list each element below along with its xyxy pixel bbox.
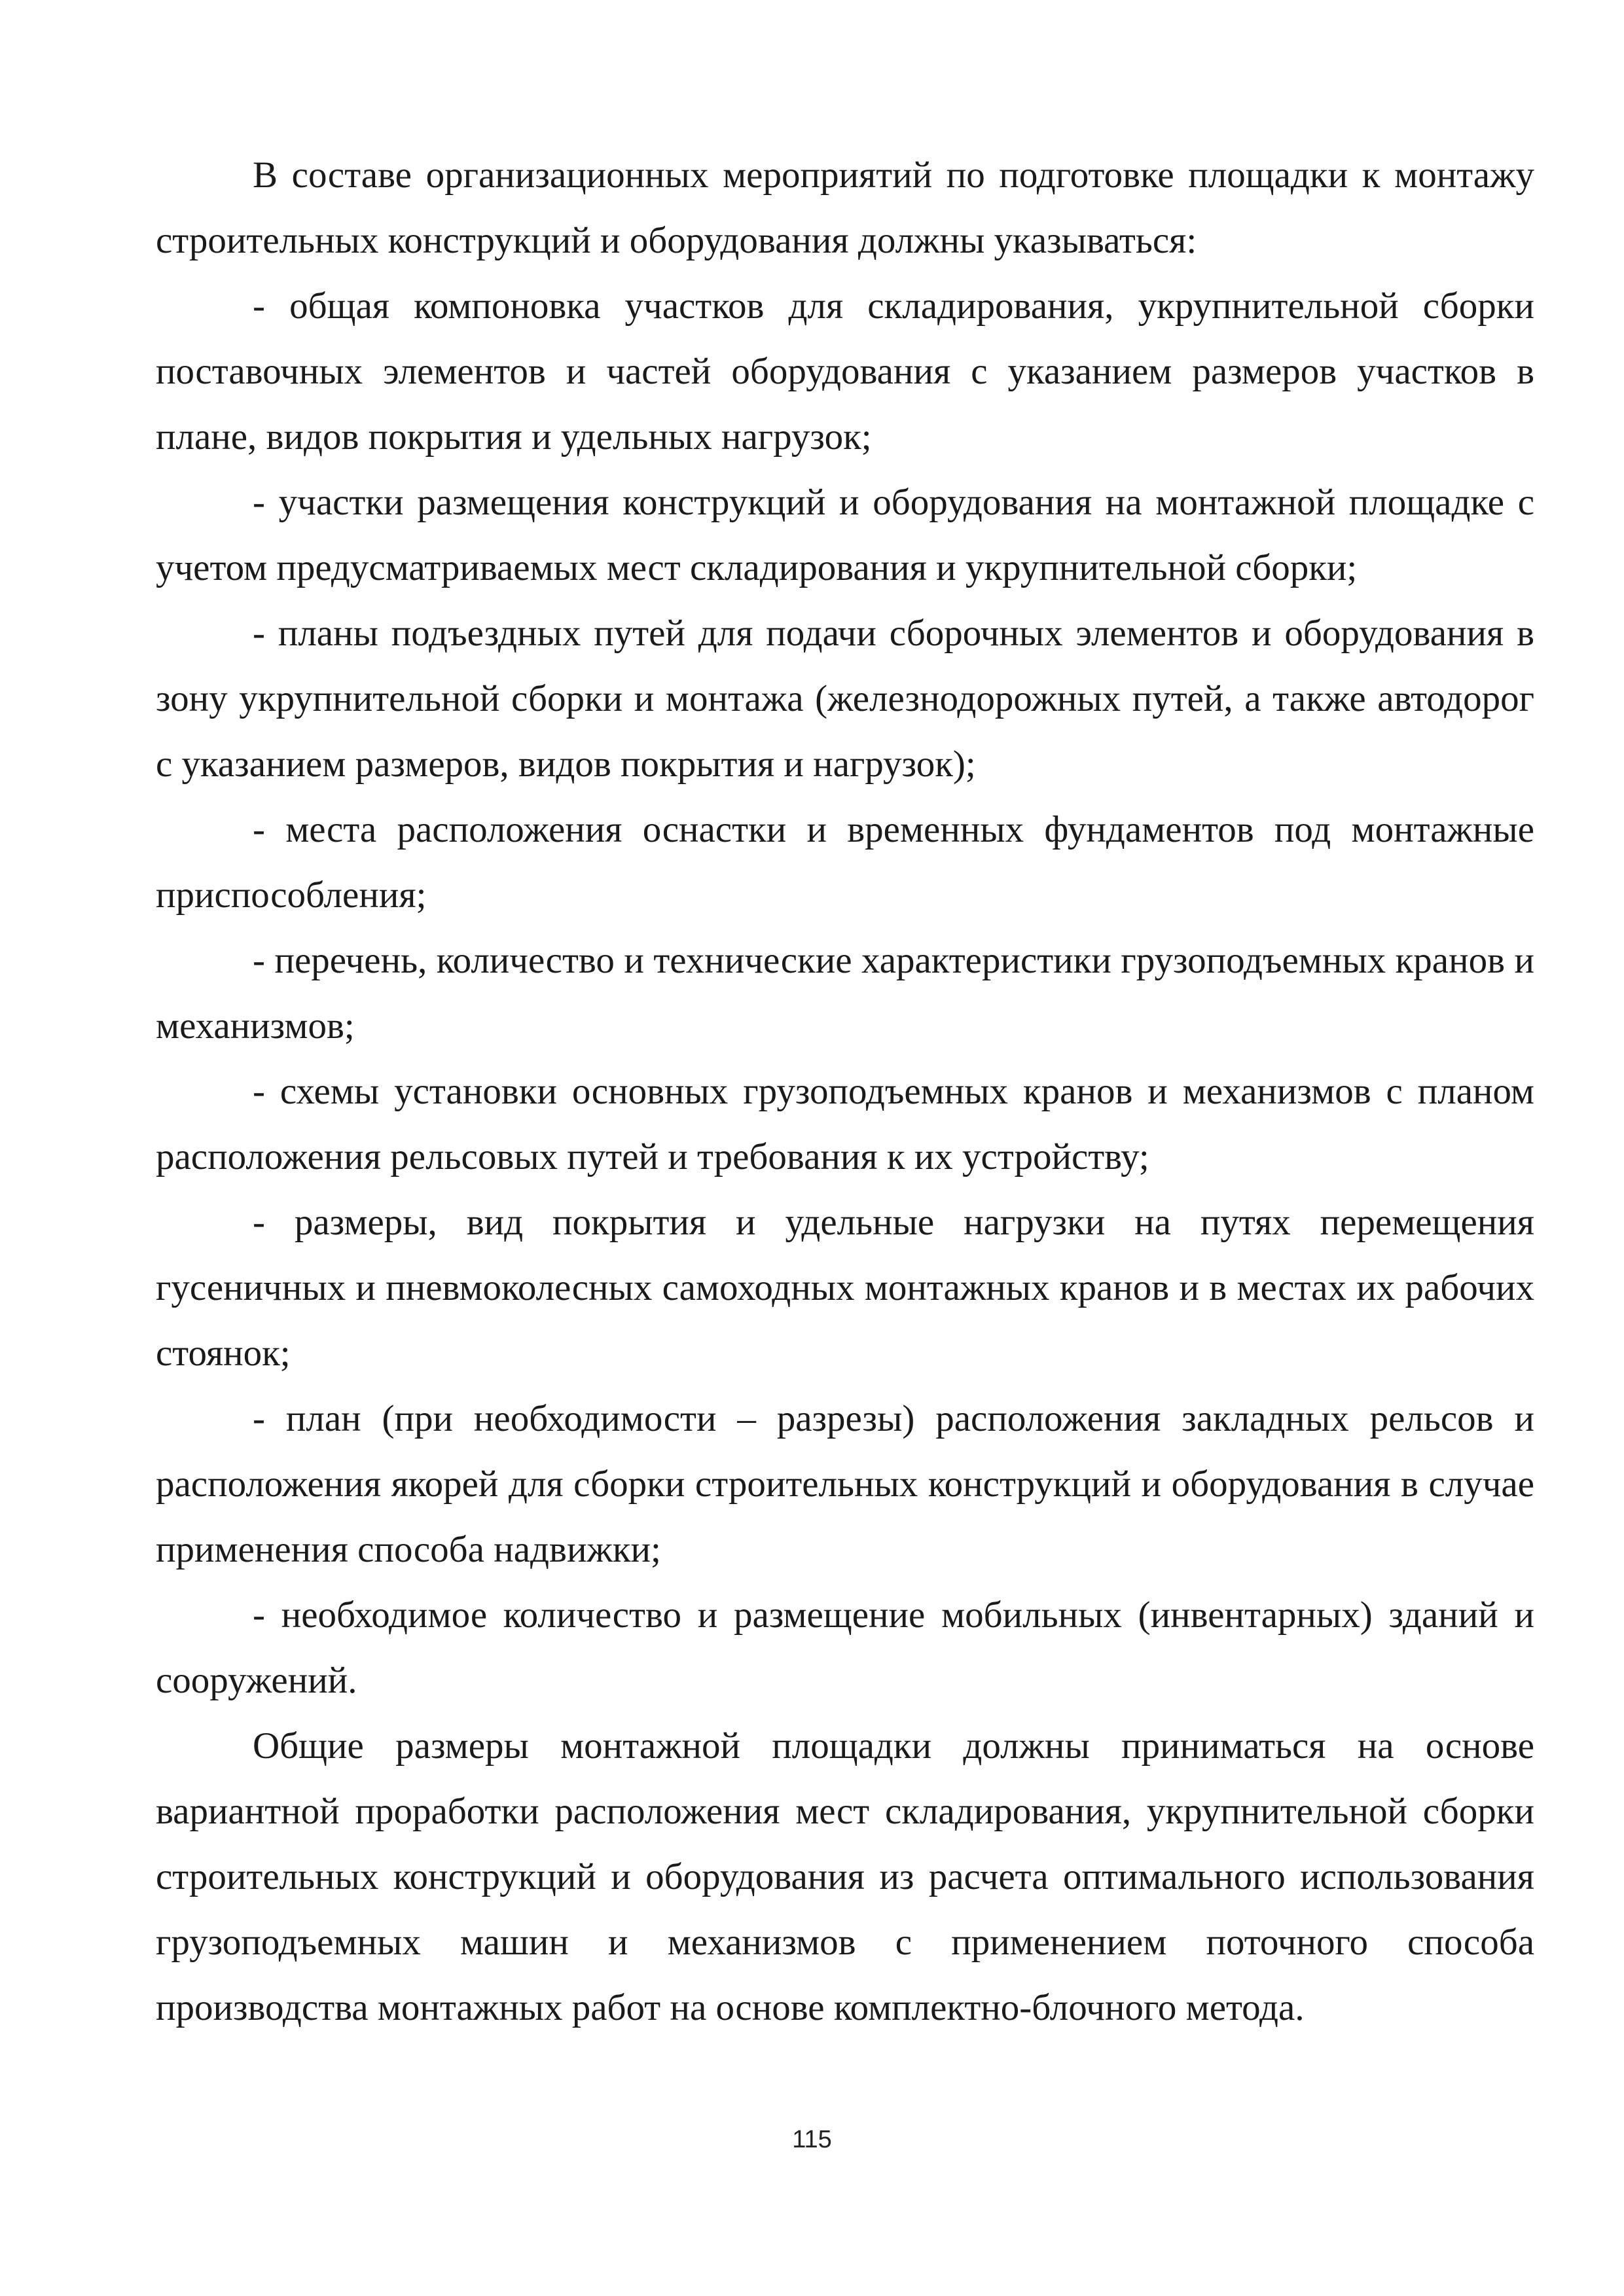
list-item-placement-areas: - участки размещения конструкций и оборудования на монтажной площадке с учетом предусматриваемых мест складирования и укрупнительной сборки; (156, 482, 1534, 588)
page-number: 115 (792, 2126, 832, 2153)
list-item-embedded-rails: - план (при необходимости – разрезы) расположения закладных рельсов и расположения якорей для сборки строительных конструкций и оборудования в случае применения способа надвижки; (156, 1398, 1534, 1570)
list-item-storage-layout: - общая компоновка участков для складирования, укрупнительной сборки поставочных элементов и частей оборудования с указанием размеров участков в плане, видов покрытия и удельных нагрузок; (156, 285, 1534, 457)
paragraph-intro: В составе организационных мероприятий по подготовке площадки к монтажу строительных конструкций и оборудования должны указываться: (156, 154, 1534, 261)
list-item-crane-paths: - размеры, вид покрытия и удельные нагрузки на путях перемещения гусеничных и пневмоколесных самоходных монтажных кранов и в местах их рабочих стоянок; (156, 1202, 1534, 1374)
list-item-rigging-foundations: - места расположения оснастки и временных фундаментов под монтажные приспособления; (156, 809, 1534, 916)
paragraph-site-dimensions: Общие размеры монтажной площадки должны приниматься на основе вариантной проработки расположения мест складирования, укрупнительной сборки строительных конструкций и оборудования из расчета оптимального использования грузоподъемных машин и механизмов с применением поточного способа производства монтажных работ на основе комплектно-блочного метода. (156, 1725, 1534, 2028)
list-item-mobile-buildings: - необходимое количество и размещение мобильных (инвентарных) зданий и сооружений. (156, 1594, 1534, 1701)
list-item-crane-list: - перечень, количество и технические характеристики грузоподъемных кранов и механизмов; (156, 940, 1534, 1047)
list-item-crane-schemes: - схемы установки основных грузоподъемных кранов и механизмов с планом расположения рельсовых путей и требования к их устройству; (156, 1071, 1534, 1177)
list-item-access-roads: - планы подъездных путей для подачи сборочных элементов и оборудования в зону укрупнительной сборки и монтажа (железнодорожных путей, а также автодорог с указанием размеров, видов покрытия и нагрузок); (156, 613, 1534, 785)
page-body (156, 143, 1534, 2041)
